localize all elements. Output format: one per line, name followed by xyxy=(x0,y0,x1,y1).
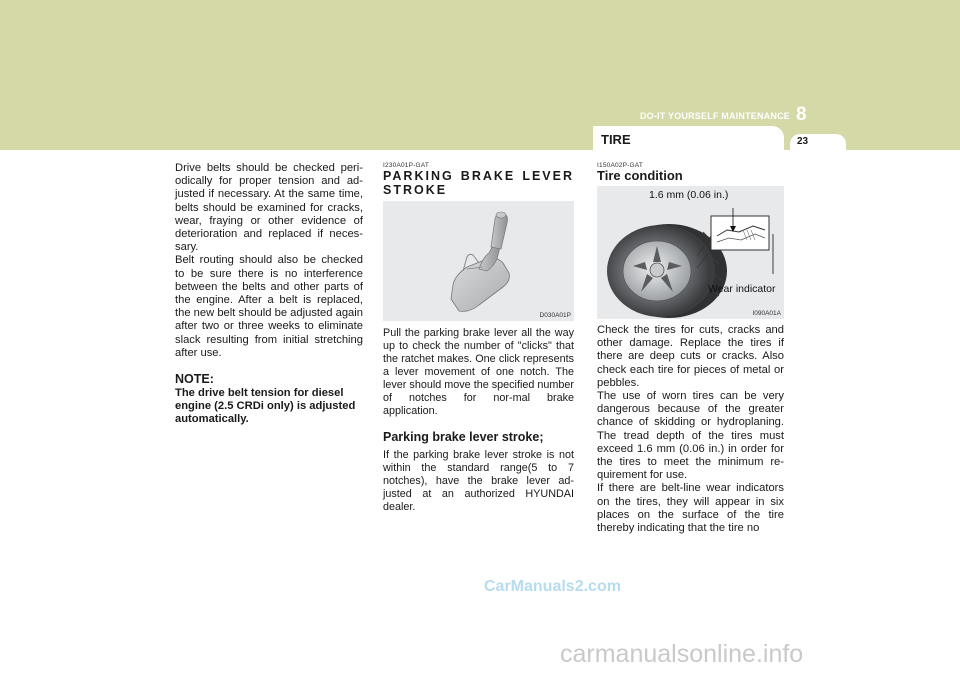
parking-brake-figure xyxy=(383,201,574,321)
watermark-carmanuals2: CarManuals2.com xyxy=(484,578,621,595)
watermark-carmanualsonline: carmanualsonline.info xyxy=(560,640,804,668)
worn-tires-paragraph: The use of worn tires can be very dangerous because of the greater chance of skidding or hydroplaning. The tread depth of the tires must exceed 1.6 mm (0.06 in.) in order for the tires to meet the minimum re-quirement for use. xyxy=(597,390,784,482)
section-title: Tire condition xyxy=(597,168,683,183)
chapter-label: DO-IT YOURSELF MAINTENANCE xyxy=(639,111,790,121)
tire-check-paragraph: Check the tires for cuts, cracks and other damage. Replace the tires if there are deep cuts or cracks. Also check each tire for pieces of metal or pebbles. xyxy=(597,324,784,389)
section-tab xyxy=(593,126,784,150)
brake-stroke-paragraph: If the parking brake lever stroke is not within the standard range(5 to 7 notches), have the brake lever ad-justed at an authorized HYUNDAI dealer. xyxy=(383,449,574,513)
figure-code: I090A01A xyxy=(752,310,781,317)
wear-indicator-label: Wear indicator xyxy=(708,283,776,295)
tire-wear-illustration xyxy=(597,186,784,319)
page-number: 23 xyxy=(797,136,809,147)
header-band xyxy=(0,0,960,150)
note-text: The drive belt tension for diesel engine (2.5 CRDi only) is adjusted automatically. xyxy=(175,387,356,426)
drive-belt-paragraph: Drive belts should be checked peri-odically for proper tension and ad-justed if necessary. At the same time, belts should be examined for cracks, wear, fraying or other evidence of deterioration and replaced if neces-sary. xyxy=(175,162,363,254)
page-number-tab xyxy=(790,134,846,150)
chapter-number: 8 xyxy=(796,104,807,125)
parking-brake-paragraph: Pull the parking brake lever all the way up to check the number of "clicks" that the ratchet makes. One click represents a lever movement of one notch. The lever should move the specified number of notches for nor-mal brake application. xyxy=(383,327,574,417)
column-drive-belts xyxy=(175,162,363,427)
column-tire-condition xyxy=(597,162,784,535)
tire-figure xyxy=(597,186,784,319)
figure-code: D030A01P xyxy=(539,312,571,319)
wear-indicator-paragraph: If there are belt-line wear indicators on the tires, they will appear in six places on the surface of the tire thereby indicating that the tire no xyxy=(597,482,784,535)
subheading: Parking brake lever stroke; xyxy=(383,430,544,444)
section-tab-label: TIRE xyxy=(601,132,631,147)
column-parking-brake xyxy=(383,162,574,514)
parking-brake-lever-illustration xyxy=(383,201,574,321)
section-code: I230A01P-GAT xyxy=(383,162,429,169)
section-title: PARKING BRAKE LEVER STROKE xyxy=(383,169,574,197)
belt-routing-paragraph: Belt routing should also be checked to be sure there is no interference between the belts and other parts of the engine. After a belt is replaced, the new belt should be adjusted again after two or three weeks to eliminate slack resulting from initial stretching after use. xyxy=(175,254,363,359)
section-code: I150A02P-GAT xyxy=(597,162,643,169)
tread-depth-label: 1.6 mm (0.06 in.) xyxy=(649,189,729,201)
note-title: NOTE: xyxy=(175,372,214,387)
